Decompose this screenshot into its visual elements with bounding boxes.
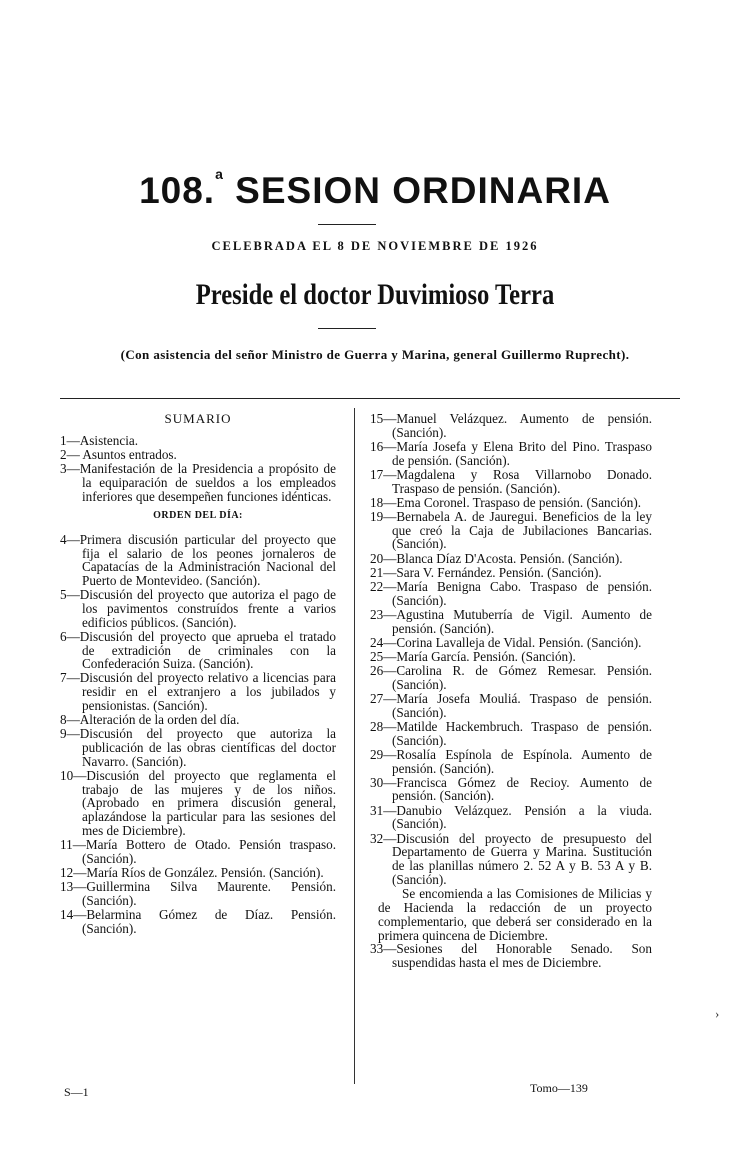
summary-right-column — [370, 412, 652, 970]
list-item: 7—Discusión del proyecto relativo a licencias para residir en el extranjero a los jubilados y pensionistas. (Sanción). — [60, 670, 336, 713]
summary-left-column — [60, 412, 336, 936]
presiding-line: Preside el doctor Duvimioso Terra — [195, 278, 555, 311]
list-item: 29—Rosalía Espínola de Espínola. Aumento de pensión. (Sanción). — [370, 746, 652, 776]
list-item: 20—Blanca Díaz D'Acosta. Pensión. (Sanción). — [370, 550, 623, 566]
list-item: 27—María Josefa Mouliá. Traspaso de pensión. (Sanción). — [370, 691, 652, 720]
title-divider — [318, 224, 376, 225]
list-item: 28—Matilde Hackembruch. Traspaso de pensión. (Sanción). — [370, 718, 652, 748]
list-item: 33—Sesiones del Honorable Senado. Son suspendidas hasta el mes de Diciembre. — [370, 941, 652, 970]
list-item: 3—Manifestación de la Presidencia a propósito de la equiparación de sueldos a los empleados inferiores que desempeñen funciones idénticas. — [60, 461, 336, 504]
list-item: 16—María Josefa y Elena Brito del Pino. Traspaso de pensión. (Sanción). — [370, 438, 652, 468]
list-item: 21—Sara V. Fernández. Pensión. (Sanción). — [370, 564, 602, 580]
session-number-superscript: a — [215, 166, 224, 182]
session-number: 108. — [139, 170, 216, 211]
attendance-note: (Con asistencia del señor Ministro de Guerra y Marina, general Guillermo Ruprecht). — [120, 347, 630, 362]
session-title-text: SESION ORDINARIA — [235, 170, 611, 211]
list-item: 11—María Bottero de Otado. Pensión traspaso. (Sanción). — [60, 836, 336, 866]
column-divider — [354, 408, 355, 1084]
session-title — [0, 166, 750, 212]
list-item: 13—Guillermina Silva Maurente. Pensión. (Sanción). — [60, 879, 336, 908]
list-item: 14—Belarmina Gómez de Díaz. Pensión. (Sanción). — [60, 906, 336, 936]
commission-note: Se encomienda a las Comisiones de Milicias y de Hacienda la redacción de un proyecto complementario, que deberá ser considerado en la primera quincena de Diciembre. — [378, 886, 652, 943]
list-item: 4—Primera discusión particular del proyecto que fija el salario de los peones jornaleros de Capatacías de la Administración Nacional del Puerto de Montevideo. (Sanción). — [60, 531, 336, 589]
summary-top-rule — [60, 398, 680, 399]
list-item: 12—María Ríos de González. Pensión. (Sanción). — [60, 864, 324, 880]
list-item: 22—María Benigna Cabo. Traspaso de pensión. (Sanción). — [370, 578, 652, 608]
list-item: 30—Francisca Gómez de Recioy. Aumento de pensión. (Sanción). — [370, 774, 652, 804]
list-item: 26—Carolina R. de Gómez Remesar. Pensión. (Sanción). — [370, 663, 652, 692]
list-item: 17—Magdalena y Rosa Villarnobo Donado. Traspaso de pensión. (Sanción). — [370, 466, 652, 496]
list-item: 9—Discusión del proyecto que autoriza la publicación de las obras científicas del doctor Navarro. (Sanción). — [60, 726, 336, 769]
list-item: 32—Discusión del proyecto de presupuesto del Departamento de Guerra y Marina. Sustitución de las planillas número 2. 52 A y B. 53 A y B. (Sanción). — [370, 830, 652, 887]
signature-mark: S—1 — [64, 1085, 89, 1099]
list-item: 2— Asuntos entrados. — [60, 446, 177, 462]
list-item: 5—Discusión del proyecto que autoriza el pago de los pavimentos construídos frente a varios edificios públicos. (Sanción). — [60, 587, 336, 630]
list-item: 31—Danubio Velázquez. Pensión a la viuda. (Sanción). — [370, 802, 652, 832]
orden-del-dia-heading: ORDEN DEL DÍA: — [153, 510, 243, 522]
left-items-list — [60, 434, 336, 504]
list-item: 19—Bernabela A. de Jauregui. Beneficios de la ley que creó la Caja de Jubilaciones Bancarias. (Sanción). — [370, 508, 652, 552]
list-item: 1—Asistencia. — [60, 432, 139, 448]
list-item: 23—Agustina Mutuberría de Vigil. Aumento de pensión. (Sanción). — [370, 606, 652, 636]
list-item: 8—Alteración de la orden del día. — [60, 712, 240, 728]
list-item: 6—Discusión del proyecto que aprueba el tratado de extradición de criminales con la Confederación Suiza. (Sanción). — [60, 628, 336, 672]
preside-divider — [318, 328, 376, 329]
list-item: 18—Ema Coronel. Traspaso de pensión. (Sanción). — [370, 494, 642, 510]
list-item: 15—Manuel Velázquez. Aumento de pensión. (Sanción). — [370, 411, 652, 440]
orden-items-list — [60, 533, 336, 935]
margin-mark: › — [715, 1006, 720, 1021]
sumario-heading: SUMARIO — [164, 411, 232, 426]
list-item: 24—Corina Lavalleja de Vidal. Pensión. (Sanción). — [370, 634, 642, 650]
session-date: CELEBRADA EL 8 DE NOVIEMBRE DE 1926 — [211, 239, 539, 253]
list-item: 10—Discusión del proyecto que reglamenta el trabajo de las mujeres y de los niños. (Aprobado en primera discusión general, aplazándose la particular para las sesiones del mes de Diciembre). — [60, 767, 336, 838]
volume-number: Tomo—139 — [530, 1081, 588, 1095]
list-item: 25—María García. Pensión. (Sanción). — [370, 648, 576, 664]
